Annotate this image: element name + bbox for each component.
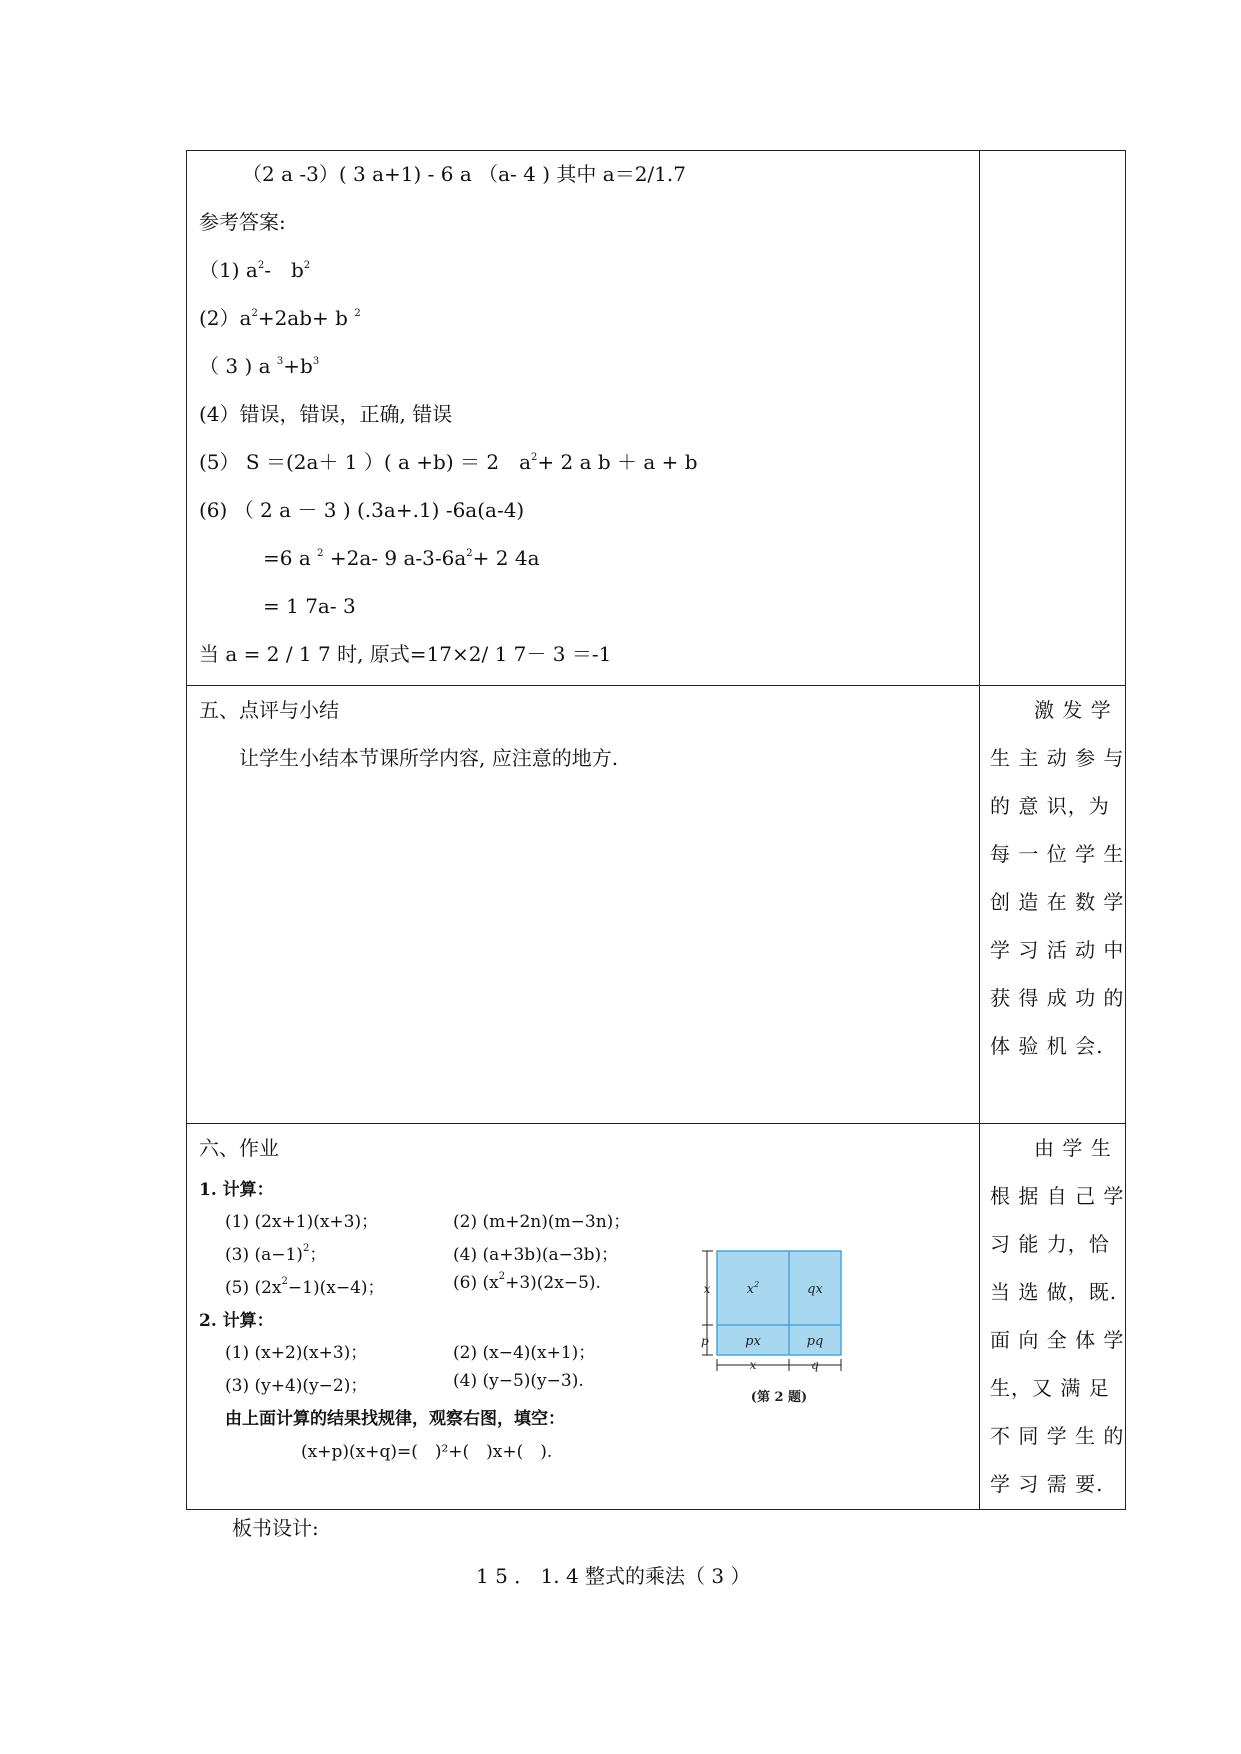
hw-q1-item: (4) (a+3b)(a−3b)； [453, 1245, 619, 1265]
cell-label-x2: $x^2$ [746, 1280, 760, 1297]
answer-3: （ 3 ) a $^3+b^3$ [199, 354, 320, 378]
side-note-line: 激 发 学 [1034, 698, 1112, 722]
side-note-line: 获 得 成 功 的 [990, 986, 1125, 1010]
section-title: 六、作业 [199, 1136, 279, 1160]
hw-formula: (x+p)(x+q)=( )²+( )x+( ). [301, 1442, 553, 1462]
answer-6-step2: = 1 7a- 3 [263, 594, 356, 618]
answer-5: (5） S ＝(2a＋ 1 ）( a +b) ＝ 2 $a^2+ 2$ a b ＋ a + b [199, 450, 698, 474]
row-divider [187, 685, 1125, 686]
hw-q2-title: 2. 计算： [199, 1311, 274, 1331]
side-note-line: 的 意 识，为 [990, 794, 1110, 818]
answer-6: (6) （ 2 a － 3 ) (.3a+.1) -6a(a-4) [199, 498, 525, 522]
side-note-line: 学 习 活 动 中 [990, 938, 1125, 962]
side-note-line: 当 选 做，既. [990, 1280, 1118, 1304]
answers-heading: 参考答案: [199, 210, 286, 234]
cell-label-pq: pq [806, 1334, 824, 1349]
answer-6-result: 当 a = 2 / 1 7 时, 原式=17×2/ 1 7－ 3 ＝-1 [199, 642, 612, 666]
side-note-line: 面 向 全 体 学 [990, 1328, 1125, 1352]
figure-caption: (第 2 题) [750, 1390, 808, 1405]
side-note-line: 根 据 自 己 学 [990, 1184, 1125, 1208]
side-note-line: 习 能 力，恰 [990, 1232, 1110, 1256]
side-note-line: 不 同 学 生 的 [990, 1424, 1125, 1448]
side-note-line: 生，又 满 足 [990, 1376, 1110, 1400]
column-divider [979, 151, 980, 1509]
hw-q2-item: (2) (x−4)(x+1)； [453, 1343, 596, 1363]
side-note-line: 每 一 位 学 生 [990, 842, 1125, 866]
hw-q2-item: (3) (y+4)(y−2)； [225, 1376, 368, 1396]
bottom-label-x: x [749, 1358, 757, 1372]
side-note-line: 学 习 需 要. [990, 1472, 1104, 1496]
board-design-title: 1 5 ． 1. 4 整式的乘法（ 3 ） [476, 1564, 751, 1588]
cell-label-px: px [745, 1334, 761, 1349]
hw-q1-item: (3) $(a-1)^2$； [225, 1243, 327, 1265]
problem-6-statement: （2 a -3）( 3 a+1) - 6 a （a- 4 ) 其中 a＝2/1.7 [242, 162, 686, 186]
hw-q1-item: (6) $(x^2+3)(2x-5)$. [453, 1271, 601, 1293]
hw-q2-item: (4) (y−5)(y−3). [453, 1371, 584, 1391]
board-design-label: 板书设计: [232, 1516, 319, 1540]
side-label-x: x [703, 1282, 711, 1296]
row-divider [187, 1123, 1125, 1124]
hw-q1-item: (5) $(2x^2-1)(x-4)$； [225, 1276, 385, 1298]
side-note-line: 体 验 机 会. [990, 1034, 1104, 1058]
hw-rule-text: 由上面计算的结果找规律，观察右图，填空： [225, 1409, 565, 1429]
side-note-line: 生 主 动 参 与 [990, 746, 1125, 770]
hw-q2-item: (1) (x+2)(x+3)； [225, 1343, 368, 1363]
answer-2: $(2)a^2+2ab+ b$ $^2$ [199, 306, 361, 330]
side-note-line: 由 学 生 [1034, 1136, 1112, 1160]
section-body: 让学生小结本节课所学内容, 应注意的地方. [239, 746, 619, 770]
side-note-line: 创 造 在 数 学 [990, 890, 1125, 914]
cell-label-qx: qx [807, 1282, 823, 1297]
hw-q1-item: (1) (2x+1)(x+3)； [225, 1212, 379, 1232]
hw-q1-item: (2) (m+2n)(m−3n)； [453, 1212, 631, 1232]
section-title: 五、点评与小结 [199, 698, 339, 722]
answer-6-step1: =6 a $^2$ +2a- 9 $a-3-6a^2+ 2$ 4a [263, 546, 540, 570]
lesson-table [186, 150, 1126, 1510]
answer-1: （1) $a^2-$ $b^2$ [199, 258, 311, 282]
answer-4: (4）错误，错误，正确, 错误 [199, 402, 453, 426]
side-label-p: p [701, 1334, 709, 1348]
bottom-label-q: q [811, 1358, 819, 1372]
area-model-figure [699, 1247, 847, 1417]
hw-q1-title: 1. 计算： [199, 1180, 274, 1200]
